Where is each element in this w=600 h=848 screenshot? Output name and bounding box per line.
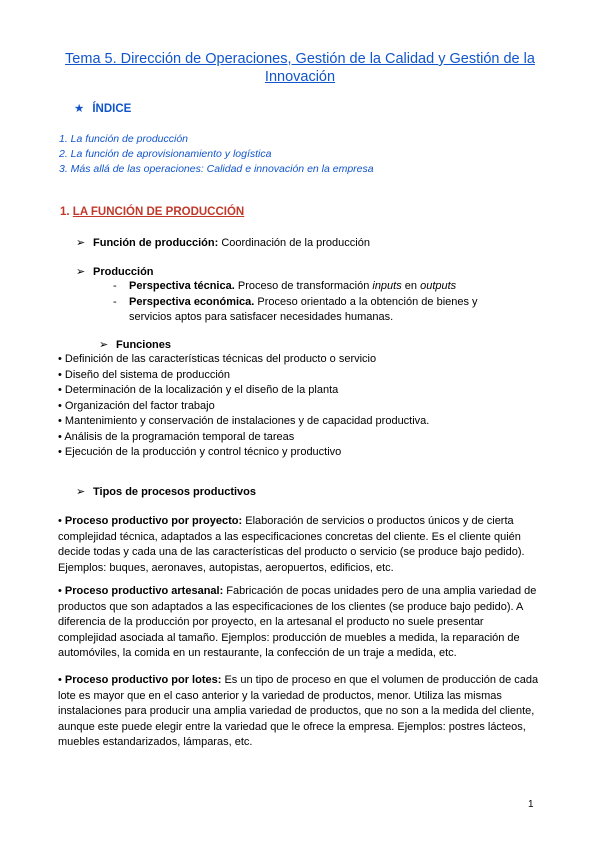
list-item (113, 295, 519, 326)
list-item (58, 383, 429, 399)
document-title: Tema 5. Dirección de Operaciones, Gestión de la Calidad y Gestión de la Innovación (65, 51, 535, 85)
perspectives-list (113, 279, 519, 326)
section-heading (60, 206, 244, 218)
bullet-marker: • (58, 368, 62, 381)
list-item-text: Definición de las características técnicas del producto o servicio (64, 353, 377, 365)
proceso-label: Proceso productivo por proyecto: (64, 515, 243, 527)
list-item-text: Determinación de la localización y el diseño de la planta (64, 384, 339, 396)
bullet-marker: • (58, 384, 62, 396)
arrow-icon: ➢ (76, 486, 86, 498)
bullet-marker: • (58, 415, 62, 427)
perspective-text: Proceso orientado a la obtención de bienes y servicios aptos para satisfacer necesidades humanas. (129, 295, 478, 323)
list-item-text: Diseño del sistema de producción (64, 368, 231, 381)
proceso-text: Elaboración de servicios o productos únicos y de cierta complejidad técnica, adaptados a las especificaciones concretas del cliente. Es el cliente quién decide todas y cada una de las características del producto o servicio (se produce bajo pedido). Ejemplos: buques, aeronaves, autopistas, aeropuertos, edificios, etc. (58, 515, 525, 574)
produccion-label: Producción (93, 266, 154, 278)
list-item-text: Mantenimiento y conservación de instalaciones y de capacidad productiva. (64, 415, 430, 427)
list-item (58, 368, 429, 384)
list-item-text: Ejecución de la producción y control técnico y productivo (64, 446, 342, 458)
bullet-marker: • (58, 515, 62, 527)
proceso-text: Fabricación de pocas unidades pero de una amplia variedad de productos que son adaptados a las especificaciones de los clientes (se produce bajo pedido). A diferencia de la producción por proyecto, en la artesanal el producto no suele presentar complejidad asociada al tamaño. Ejemplos: producción de muebles a medida, la reparación de automóviles, la comida en un restaurante, la confección de un traje a medida, etc. (58, 585, 537, 659)
proceso-lotes-paragraph (58, 673, 544, 751)
proceso-label: Proceso productivo por lotes: (64, 674, 222, 686)
index-heading-text: ÍNDICE (92, 103, 132, 115)
funciones-list (58, 352, 429, 461)
list-item (113, 279, 519, 295)
dash-marker: - (113, 280, 117, 292)
list-item (58, 445, 429, 461)
bullet-marker: • (58, 399, 62, 412)
tipos-label: Tipos de procesos productivos (93, 486, 256, 498)
arrow-icon: ➢ (76, 237, 86, 249)
list-item (58, 414, 429, 430)
funciones-label: Funciones (116, 339, 172, 351)
bullet-marker: • (58, 674, 62, 686)
bullet-marker: • (58, 446, 62, 458)
section-title: LA FUNCIÓN DE PRODUCCIÓN (72, 206, 245, 218)
proceso-artesanal-paragraph (58, 584, 544, 662)
funcion-label: Función de producción: (93, 237, 219, 249)
produccion-item (76, 265, 154, 278)
perspective-text: Proceso de transformación (234, 280, 373, 292)
proceso-label: Proceso productivo artesanal: (64, 585, 224, 597)
perspective-economica (129, 295, 519, 326)
page-number: 1 (528, 799, 534, 810)
bullet-marker: • (58, 430, 62, 443)
index-item[interactable]: 2. La función de aprovisionamiento y logística (59, 148, 272, 160)
index-list (59, 132, 374, 177)
list-item (58, 352, 429, 368)
proceso-text: Es un tipo de proceso en que el volumen de producción de cada lote es mayor que en el caso anterior y la variedad de productos, menor. Utiliza las mismas instalaciones para producir una amplia variedad de productos, que no son a la medida del cliente, aunque este puede elegir entre la variedad que le ofrece la empresa. Ejemplos: postres lácteos, muebles estandarizados, lámparas, etc. (58, 674, 539, 748)
list-item-text: Organización del factor trabajo (64, 399, 215, 412)
bullet-marker: • (58, 585, 62, 597)
index-item[interactable]: 3. Más allá de las operaciones: Calidad e innovación en la empresa (59, 163, 374, 175)
section-number: 1. (60, 206, 73, 218)
list-item-text: Análisis de la programación temporal de tareas (64, 430, 295, 443)
funciones-item (99, 338, 171, 351)
bullet-marker: • (58, 353, 62, 365)
star-icon: ★ (74, 103, 85, 115)
index-item[interactable]: 1. La función de producción (59, 133, 189, 145)
perspective-label: Perspectiva técnica. (129, 280, 235, 292)
funcion-produccion-item (76, 236, 370, 249)
list-item (58, 399, 429, 415)
funcion-text: Coordinación de la producción (218, 237, 370, 249)
list-item (58, 430, 429, 446)
index-heading (74, 101, 131, 115)
dash-marker: - (113, 295, 117, 308)
perspective-tecnica (129, 279, 519, 295)
tipos-procesos-item (76, 485, 256, 498)
perspective-text: en (401, 280, 421, 292)
perspective-italic: outputs (420, 280, 457, 292)
arrow-icon: ➢ (76, 266, 86, 278)
proceso-proyecto-paragraph (58, 514, 544, 576)
perspective-italic: inputs (372, 280, 402, 292)
perspective-label: Perspectiva económica. (129, 295, 255, 308)
arrow-icon: ➢ (99, 339, 109, 351)
